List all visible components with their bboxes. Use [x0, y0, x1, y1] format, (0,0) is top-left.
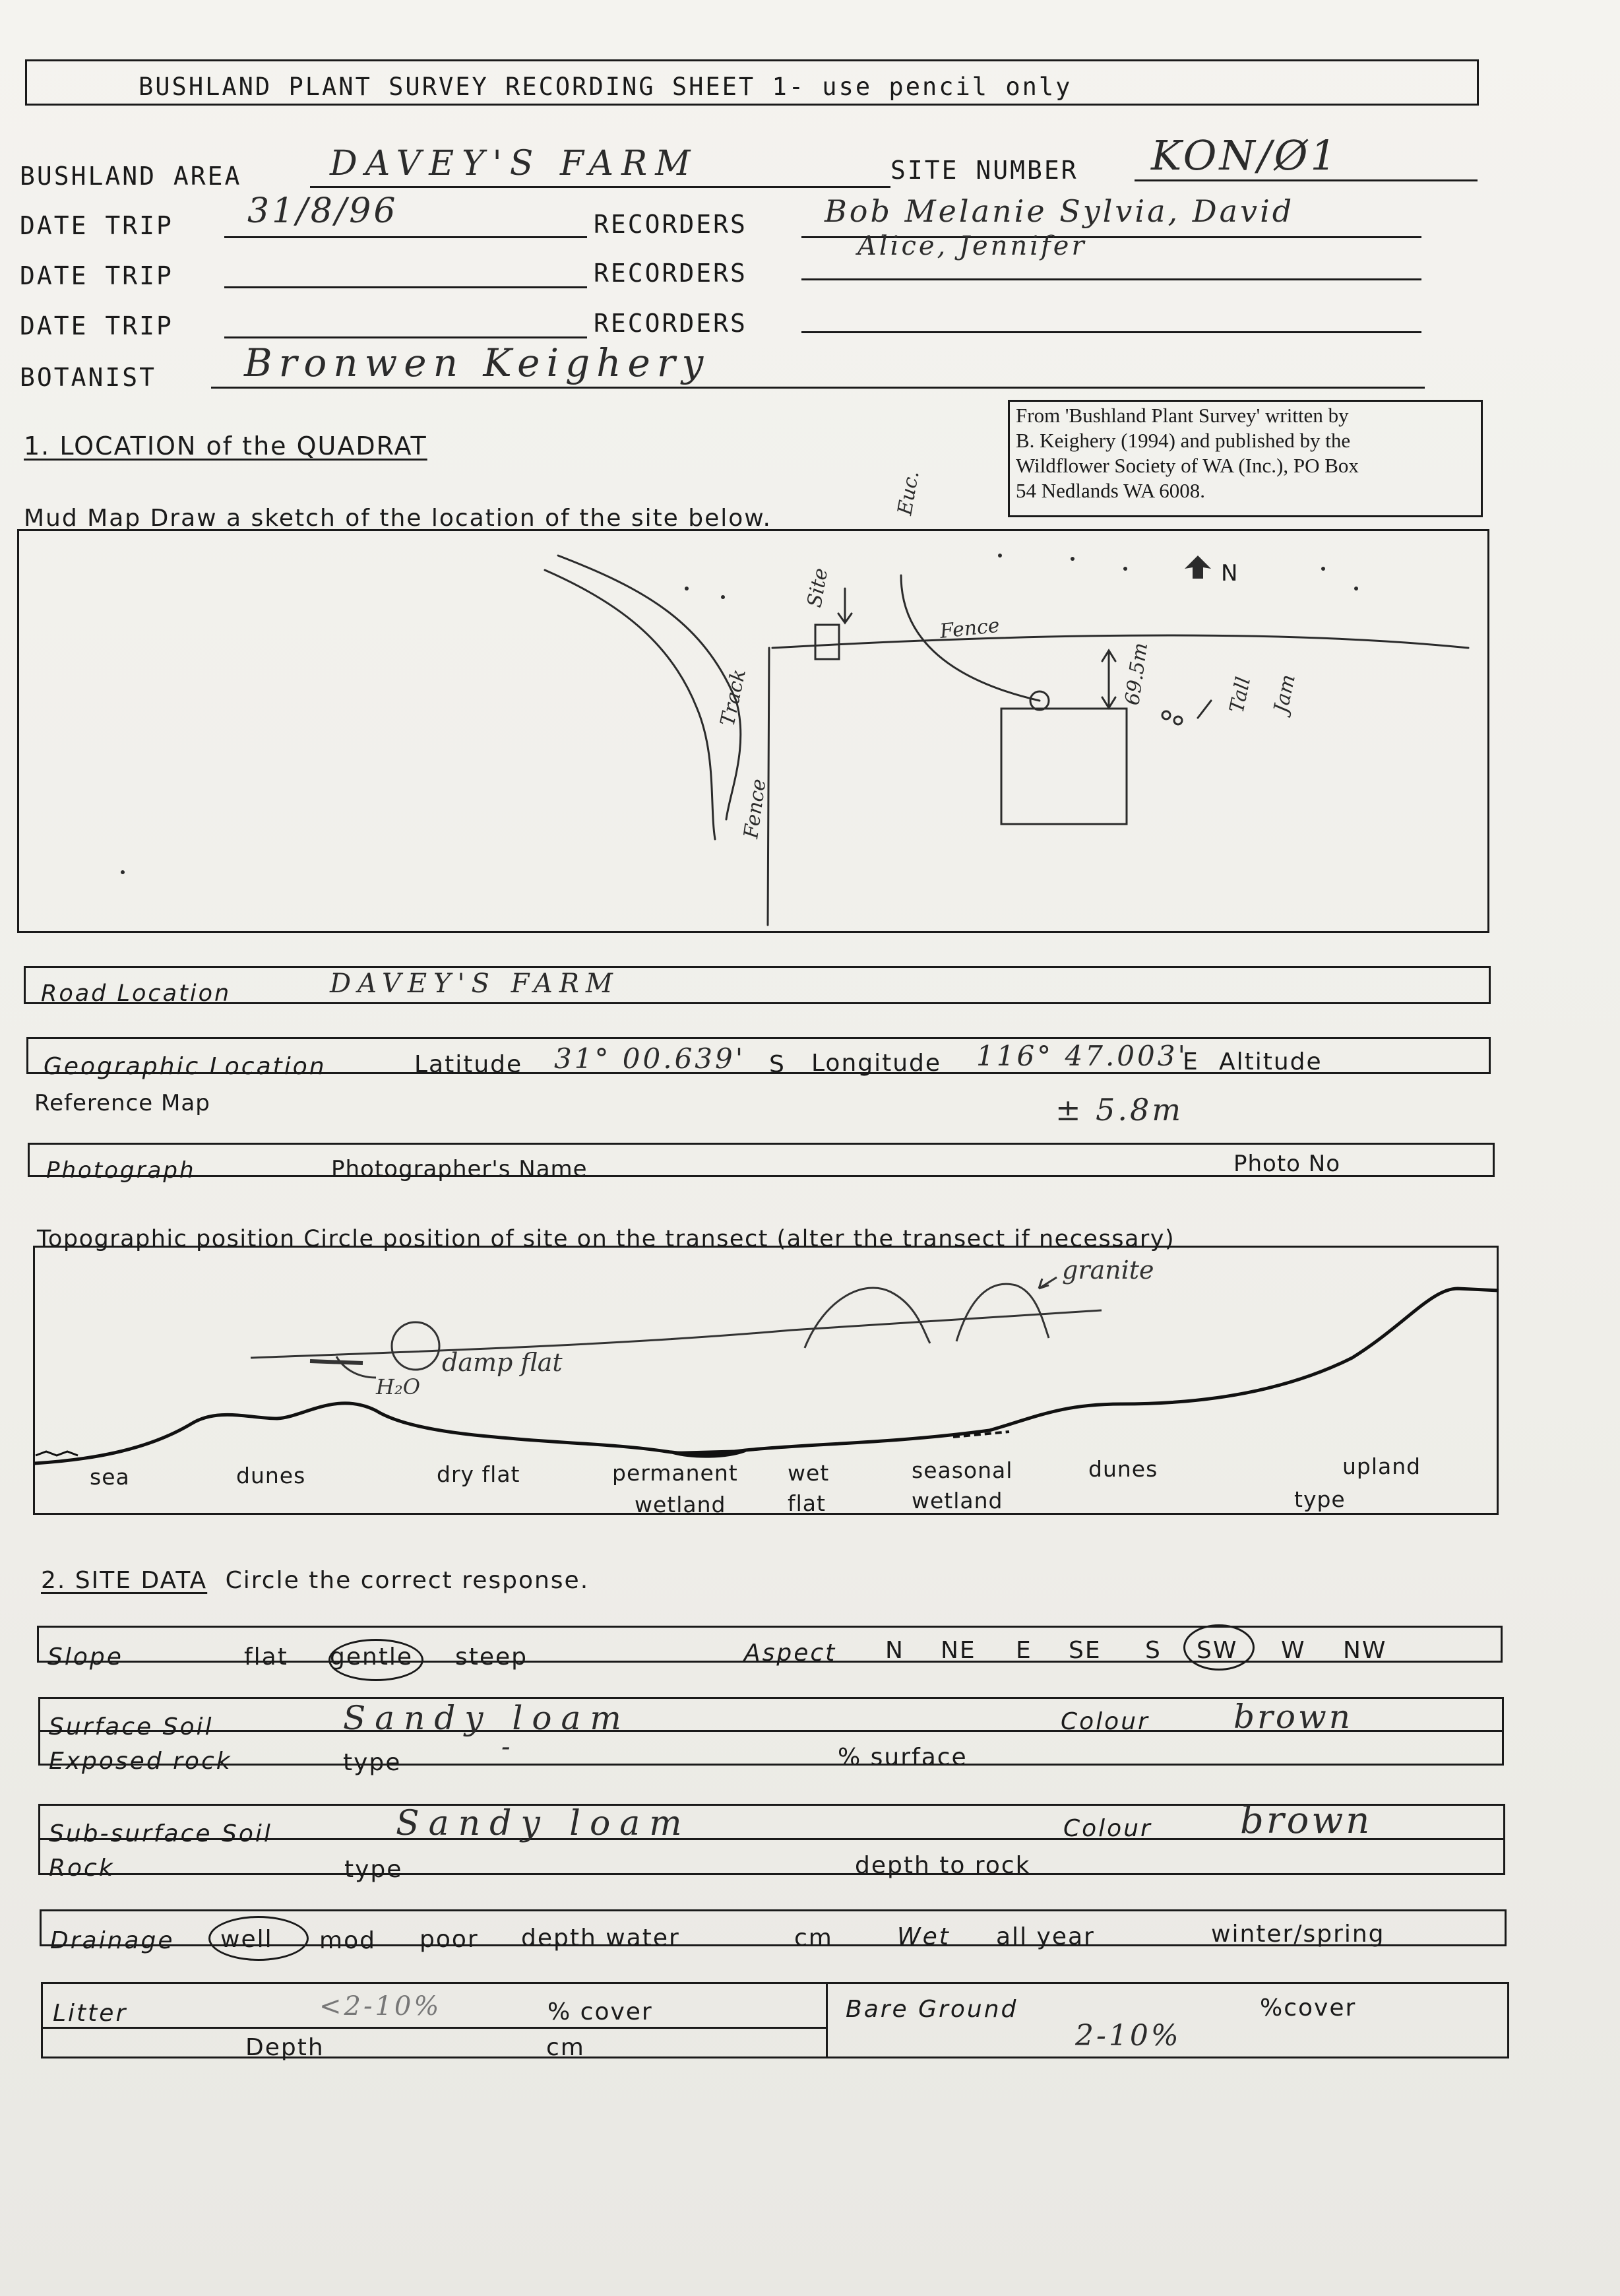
sketch-euc-label: Euc.	[893, 468, 924, 517]
recorders-2-label: RECORDERS	[594, 259, 747, 288]
botanist-value[interactable]: Bronwen Keighery	[244, 340, 710, 385]
exposed-rock-type-label: type	[343, 1749, 402, 1776]
transect-wet: wet	[788, 1460, 830, 1486]
longitude-value[interactable]: 116° 47.003'	[976, 1040, 1189, 1072]
exposed-rock-type-value[interactable]: -	[501, 1732, 513, 1762]
transect-permanent-wetland: wetland	[635, 1492, 726, 1517]
depth-to-rock-label: depth to rock	[855, 1852, 1031, 1879]
slope-option-flat[interactable]: flat	[244, 1643, 288, 1671]
mud-map-label: Mud Map Draw a sketch of the location of the site below.	[24, 505, 772, 532]
granite-pointer	[1039, 1277, 1057, 1289]
aspect-option-w[interactable]: W	[1281, 1637, 1306, 1664]
photographer-label: Photographer's Name	[331, 1156, 588, 1182]
rock-label: Rock	[49, 1855, 115, 1882]
sketch-fence-top-label: Fence	[939, 614, 1001, 643]
track-line-outer	[558, 556, 741, 819]
transect-upland-type: type	[1294, 1486, 1346, 1512]
bushland-area-label: BUSHLAND AREA	[20, 162, 242, 191]
recorders-1-label: RECORDERS	[594, 210, 747, 239]
site-position-circle	[392, 1322, 439, 1370]
site-number-value[interactable]: KON/Ø1	[1151, 131, 1339, 179]
recorders-3-label: RECORDERS	[594, 309, 747, 338]
litter-vertical-divider	[826, 1982, 828, 2058]
botanist-line	[211, 387, 1425, 389]
road-location-value[interactable]: DAVEY'S FARM	[330, 969, 619, 999]
litter-label: Litter	[53, 2000, 128, 2027]
transect-dunes-left: dunes	[236, 1463, 306, 1488]
aspect-selected-circle	[1183, 1624, 1255, 1671]
transect-granite-label: granite	[1062, 1256, 1154, 1285]
transect-sketch	[33, 1246, 1499, 1515]
tall-pointer	[1198, 701, 1211, 718]
quadrat-square	[1001, 709, 1127, 824]
date-trip-3-line	[224, 336, 587, 338]
sketch-jam-label: Jam	[1269, 672, 1300, 715]
transect-seasonal-wetland: wetland	[912, 1488, 1003, 1514]
longitude-label: Longitude	[811, 1050, 942, 1077]
surface-colour-label: Colour	[1061, 1708, 1150, 1735]
transect-dry-flat: dry flat	[437, 1461, 520, 1487]
depth-water-label: depth water	[521, 1925, 680, 1952]
section-2-instruction: Circle the correct response.	[225, 1567, 590, 1594]
section-2-heading: 2. SITE DATA	[41, 1567, 208, 1594]
surface-soil-label: Surface Soil	[49, 1713, 214, 1740]
sea-waves	[36, 1451, 78, 1455]
depth-water-unit: cm	[794, 1925, 833, 1952]
subsurface-soil-value[interactable]: Sandy loam	[396, 1804, 691, 1843]
depth-unit: cm	[546, 2034, 585, 2061]
photo-no-label: Photo No	[1233, 1151, 1341, 1177]
date-trip-2-label: DATE TRIP	[20, 261, 173, 290]
distance-arrow	[1102, 651, 1115, 708]
wet-label: Wet	[897, 1923, 950, 1950]
aspect-label: Aspect	[744, 1640, 837, 1667]
transect-h2o-label: H₂O	[376, 1374, 420, 1399]
topographic-label: Topographic position Circle position of site on the transect (alter the transect if necessary)	[37, 1226, 1175, 1252]
photograph-label: Photograph	[46, 1157, 196, 1184]
sketch-north-label: N	[1221, 560, 1238, 587]
surface-colour-value[interactable]: brown	[1233, 1698, 1354, 1736]
latitude-value[interactable]: 31° 00.639'	[554, 1042, 746, 1075]
subsurface-soil-label: Sub-surface Soil	[49, 1820, 272, 1847]
all-year-label: all year	[996, 1923, 1095, 1950]
geographic-location-label: Geographic Location	[44, 1053, 327, 1080]
exposed-rock-label: Exposed rock	[49, 1748, 232, 1775]
date-trip-1-value[interactable]: 31/8/96	[247, 191, 398, 231]
section-2-heading-row	[41, 1566, 589, 1595]
subsurface-colour-label: Colour	[1063, 1815, 1152, 1842]
permanent-wetland-fill	[673, 1451, 745, 1457]
drainage-selected-circle	[208, 1916, 309, 1961]
road-location-box	[24, 966, 1491, 1004]
site-number-line	[1135, 179, 1478, 181]
recorders-3-line	[801, 331, 1421, 333]
transect-dunes-right: dunes	[1088, 1456, 1158, 1482]
track-line-inner	[545, 570, 715, 839]
aspect-option-se[interactable]: SE	[1069, 1637, 1102, 1664]
aspect-option-sw[interactable]: SW	[1197, 1637, 1238, 1664]
bare-ground-value[interactable]: 2-10%	[1075, 2019, 1181, 2053]
tall-tree-2	[1174, 717, 1182, 724]
sketch-tall-label: Tall	[1225, 674, 1256, 715]
latitude-hemisphere: S	[769, 1051, 786, 1078]
drainage-option-well[interactable]: well	[220, 1926, 273, 1953]
transect-upland: upland	[1342, 1453, 1421, 1479]
road-location-label: Road Location	[41, 980, 232, 1007]
water-dark-segment	[310, 1361, 363, 1363]
recorders-2-line	[801, 278, 1421, 280]
bare-cover-label: %cover	[1260, 1994, 1357, 2022]
bushland-area-value[interactable]: DAVEY'S FARM	[330, 144, 699, 183]
slope-option-steep[interactable]: steep	[455, 1643, 528, 1671]
sketch-site-label: Site	[803, 566, 833, 610]
site-number-label: SITE NUMBER	[890, 156, 1078, 185]
tall-tree-1	[1162, 711, 1170, 719]
slope-selected-circle	[328, 1639, 423, 1681]
granite-hill-2	[956, 1284, 1049, 1341]
transect-sea: sea	[90, 1464, 130, 1490]
aspect-option-ne[interactable]: NE	[941, 1637, 976, 1664]
site-marker	[815, 625, 839, 659]
bushland-area-line	[310, 186, 890, 188]
date-trip-2-line	[224, 286, 587, 288]
granite-hill-1	[805, 1288, 930, 1348]
drainage-label: Drainage	[50, 1927, 175, 1954]
credit-line-4: 54 Nedlands WA 6008.	[1016, 479, 1206, 502]
litter-value[interactable]: <2-10%	[319, 1991, 442, 2022]
winter-spring-label: winter/spring	[1211, 1921, 1385, 1948]
date-trip-3-label: DATE TRIP	[20, 311, 173, 340]
transect-damp-flat-label: damp flat	[442, 1348, 563, 1377]
water-hook	[336, 1356, 376, 1378]
aspect-option-nw[interactable]: NW	[1343, 1637, 1387, 1664]
slope-option-gentle[interactable]: gentle	[330, 1643, 414, 1671]
section-1-heading: 1. LOCATION of the QUADRAT	[24, 431, 427, 461]
date-trip-1-line	[224, 236, 587, 238]
altitude-label: Altitude	[1219, 1048, 1323, 1075]
bare-ground-label: Bare Ground	[846, 1996, 1018, 2023]
slope-label: Slope	[47, 1643, 123, 1671]
subsurface-colour-value[interactable]: brown	[1240, 1799, 1373, 1842]
exposed-rock-surface-label: % surface	[838, 1744, 968, 1771]
aspect-option-s[interactable]: S	[1145, 1637, 1162, 1664]
credit-line-3: Wildflower Society of WA (Inc.), PO Box	[1016, 454, 1359, 477]
hand-drawn-profile	[251, 1310, 1102, 1358]
transect-permanent: permanent	[612, 1460, 738, 1486]
litter-cover-label: % cover	[547, 1998, 653, 2025]
litter-divider	[41, 2027, 826, 2029]
recorders-1-value-line2[interactable]: Alice, Jennifer	[857, 231, 1087, 261]
drainage-option-poor[interactable]: poor	[420, 1926, 479, 1953]
aspect-option-n[interactable]: N	[885, 1637, 904, 1664]
drainage-option-mod[interactable]: mod	[319, 1927, 376, 1954]
sketch-distance-label: 69.5m	[1121, 641, 1153, 707]
sketch-track-label: Track	[716, 667, 751, 728]
date-trip-1-label: DATE TRIP	[20, 211, 173, 240]
botanist-label: BOTANIST	[20, 363, 157, 392]
reference-map-label: Reference Map	[34, 1090, 210, 1116]
site-arrow	[838, 589, 852, 623]
recorders-1-value-line1[interactable]: Bob Melanie Sylvia, David	[825, 193, 1295, 229]
north-arrow-icon	[1185, 556, 1211, 579]
sheet-title: BUSHLAND PLANT SURVEY RECORDING SHEET 1- use pencil only	[139, 73, 1073, 101]
credit-line-1: From 'Bushland Plant Survey' written by	[1016, 404, 1349, 427]
transect-profile	[34, 1289, 1499, 1463]
aspect-option-e[interactable]: E	[1016, 1637, 1032, 1664]
transect-seasonal: seasonal	[912, 1457, 1013, 1483]
rock-type-label: type	[344, 1856, 403, 1883]
depth-label: Depth	[245, 2034, 325, 2061]
latitude-label: Latitude	[414, 1051, 523, 1078]
credit-line-2: B. Keighery (1994) and published by the	[1016, 429, 1351, 452]
transect-wet-flat: flat	[788, 1490, 826, 1516]
altitude-value[interactable]: ± 5.8m	[1055, 1092, 1183, 1128]
sketch-fence-vertical-label: Fence	[739, 777, 771, 841]
longitude-hemisphere: E	[1183, 1048, 1199, 1075]
surface-soil-value[interactable]: Sandy loam	[343, 1699, 631, 1737]
horizontal-fence	[772, 635, 1468, 648]
